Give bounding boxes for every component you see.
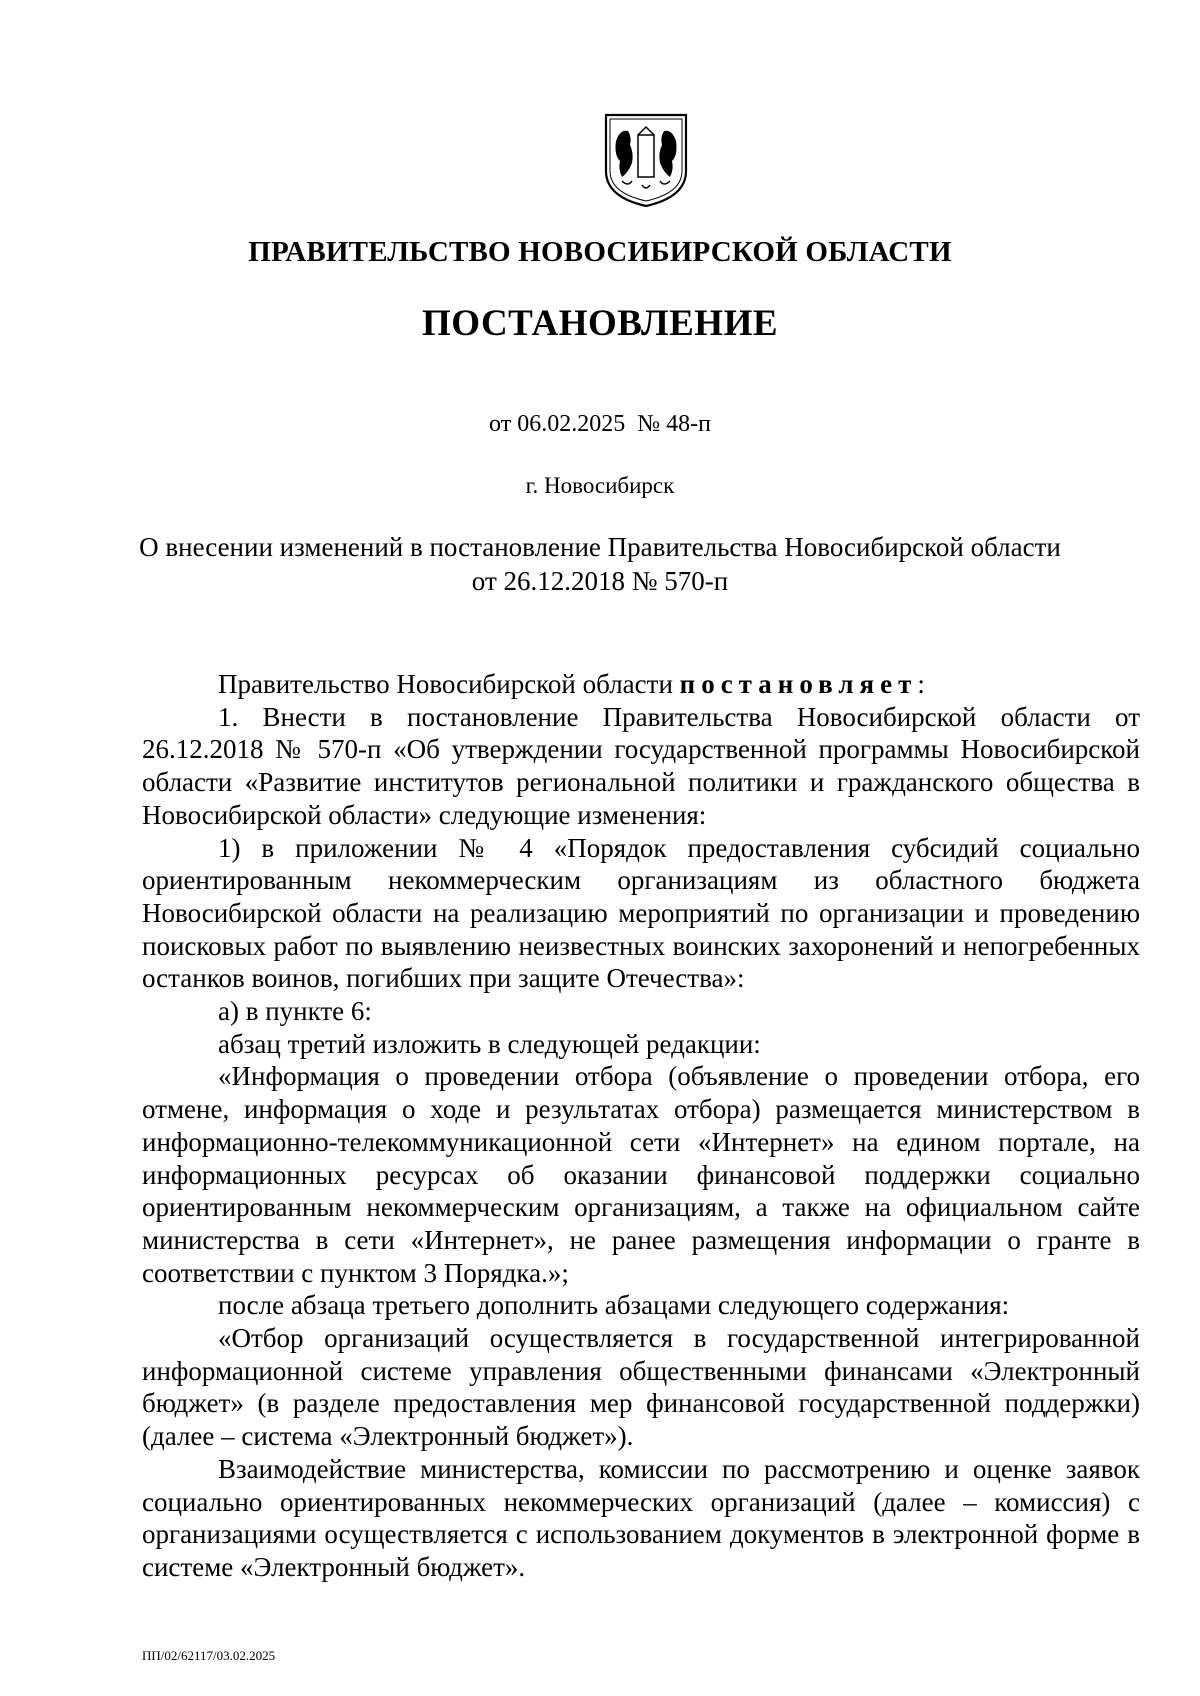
subject-line-1: О внесении изменений в постановление Правительства Новосибирской области: [139, 532, 1061, 562]
intro-lead: Правительство Новосибирской области: [218, 669, 680, 699]
novosibirsk-coat-of-arms-icon: [602, 111, 690, 209]
subject-line-2: от 26.12.2018 № 570-п: [471, 566, 729, 596]
intro-paragraph: [142, 668, 1140, 701]
body-paragraph: 1. Внести в постановление Правительства Новосибирской области от 26.12.2018 № 570-п «Об утверждении государственной программы Новосибирской области «Развитие институтов региональной политики и гражданского общества в Новосибирской области» следующие изменения:: [142, 701, 1140, 830]
document-body: [142, 668, 1140, 1584]
document-type: ПОСТАНОВЛЕНИЕ: [421, 303, 779, 344]
intro-tail: :: [917, 669, 925, 699]
document-subject: [0, 530, 1200, 598]
body-paragraph: 1) в приложении № 4 «Порядок предоставления субсидий социально ориентированным некоммерческим организациям из областного бюджета Новосибирской области на реализацию мероприятий по организации и проведению поисковых работ по выявлению неизвестных воинских захоронений и непогребенных останков воинов, погибших при защите Отечества»:: [142, 832, 1140, 994]
body-paragraph: после абзаца третьего дополнить абзацами следующего содержания:: [218, 1290, 1010, 1321]
intro-spaced-word: постановляет: [679, 669, 918, 699]
body-paragraph: «Информация о проведении отбора (объявление о проведении отбора, его отмене, информация о ходе и результатах отбора) размещается министерством в информационно-телекоммуникационной сети «Интернет» на едином портале, на информационных ресурсах об оказании финансовой поддержки социально ориентированным некоммерческим организациям, а также на официальном сайте министерства в сети «Интернет», не ранее размещения информации о гранте в соответствии с пунктом 3 Порядка.»;: [142, 1061, 1140, 1288]
organization-title: ПРАВИТЕЛЬСТВО НОВОСИБИРСКОЙ ОБЛАСТИ: [248, 236, 952, 268]
document-city: г. Новосибирск: [525, 473, 675, 498]
coat-of-arms-emblem: [602, 111, 690, 209]
body-paragraph: «Отбор организаций осуществляется в государственной интегрированной информационной системе управления общественными финансами «Электронный бюджет» (в разделе предоставления мер финансовой государственной поддержки) (далее – система «Электронный бюджет»).: [142, 1323, 1140, 1452]
body-paragraph: абзац третий изложить в следующей редакции:: [218, 1028, 761, 1059]
body-paragraph: а) в пункте 6:: [218, 996, 372, 1027]
document-date-number: от 06.02.2025 № 48-п: [489, 411, 711, 437]
footer-document-code: ПП/02/62117/03.02.2025: [142, 1648, 276, 1663]
body-paragraph: Взаимодействие министерства, комиссии по рассмотрению и оценке заявок социально ориентированных некоммерческих организаций (далее – комиссия) с организациями осуществляется с использованием документов в электронной форме в системе «Электронный бюджет».: [142, 1453, 1140, 1582]
